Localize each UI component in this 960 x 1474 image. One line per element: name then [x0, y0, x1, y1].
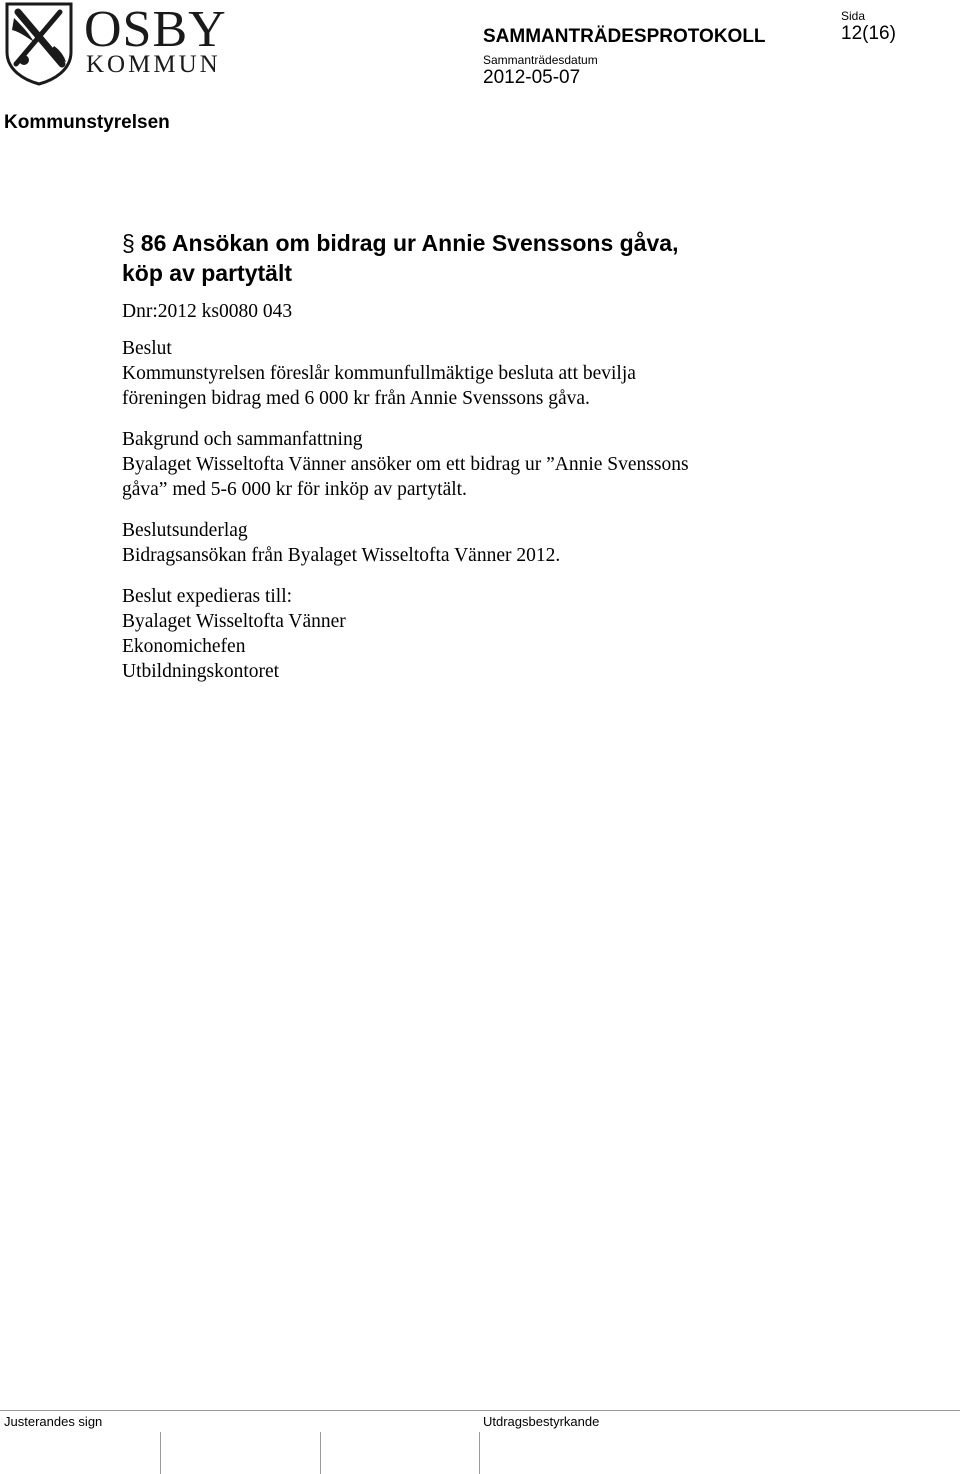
- beslut-line-1: Kommunstyrelsen föreslår kommunfullmäktige besluta att bevilja: [122, 363, 636, 384]
- logo-name: OSBY: [84, 1, 227, 58]
- osby-kommun-logo: [4, 1, 227, 86]
- document-type: SAMMANTRÄDESPROTOKOLL: [483, 26, 766, 47]
- bakgrund-line-2: gåva” med 5-6 000 kr för inköp av partytält.: [122, 479, 467, 500]
- expedieras-heading: Beslut expedieras till:: [122, 586, 293, 607]
- diary-number: Dnr:2012 ks0080 043: [122, 301, 293, 322]
- item-title-line-1: 86 Ansökan om bidrag ur Annie Svenssons gåva,: [140, 230, 679, 256]
- bakgrund-heading: Bakgrund och sammanfattning: [122, 429, 363, 450]
- organization-name: Kommunstyrelsen: [4, 112, 170, 133]
- beslut-line-2: föreningen bidrag med 6 000 kr från Annie Svenssons gåva.: [122, 388, 590, 409]
- justerandes-sign-label: Justerandes sign: [4, 1414, 103, 1429]
- bakgrund-line-1: Byalaget Wisseltofta Vänner ansöker om ett bidrag ur ”Annie Svenssons: [122, 454, 689, 475]
- recipient-item: Utbildningskontoret: [122, 661, 280, 682]
- signature-footer: [0, 1410, 960, 1474]
- page-number: 12(16): [841, 23, 896, 44]
- item-title-line-2: köp av partytält: [122, 260, 292, 286]
- section-symbol: §: [122, 230, 135, 256]
- item-title: [122, 228, 922, 288]
- recipient-item: Ekonomichefen: [122, 636, 246, 657]
- beslut-heading: Beslut: [122, 338, 172, 359]
- date-label: Sammanträdesdatum: [483, 53, 598, 67]
- recipient-item: Byalaget Wisseltofta Vänner: [122, 611, 346, 632]
- coat-of-arms-icon: [4, 2, 74, 86]
- logo-subtitle: KOMMUN: [86, 51, 221, 78]
- protocol-item: [122, 228, 922, 684]
- beslutsunderlag-text: Bidragsansökan från Byalaget Wisseltofta Vänner 2012.: [122, 545, 561, 566]
- utdragsbestyrkande-label: Utdragsbestyrkande: [483, 1414, 600, 1429]
- date-value: 2012-05-07: [483, 67, 581, 88]
- signature-box-divider: [479, 1432, 480, 1474]
- signature-box-divider: [320, 1432, 321, 1474]
- beslutsunderlag-heading: Beslutsunderlag: [122, 520, 248, 541]
- page-label: Sida: [841, 9, 866, 23]
- signature-box-divider: [160, 1432, 161, 1474]
- footer-divider: [0, 1410, 960, 1411]
